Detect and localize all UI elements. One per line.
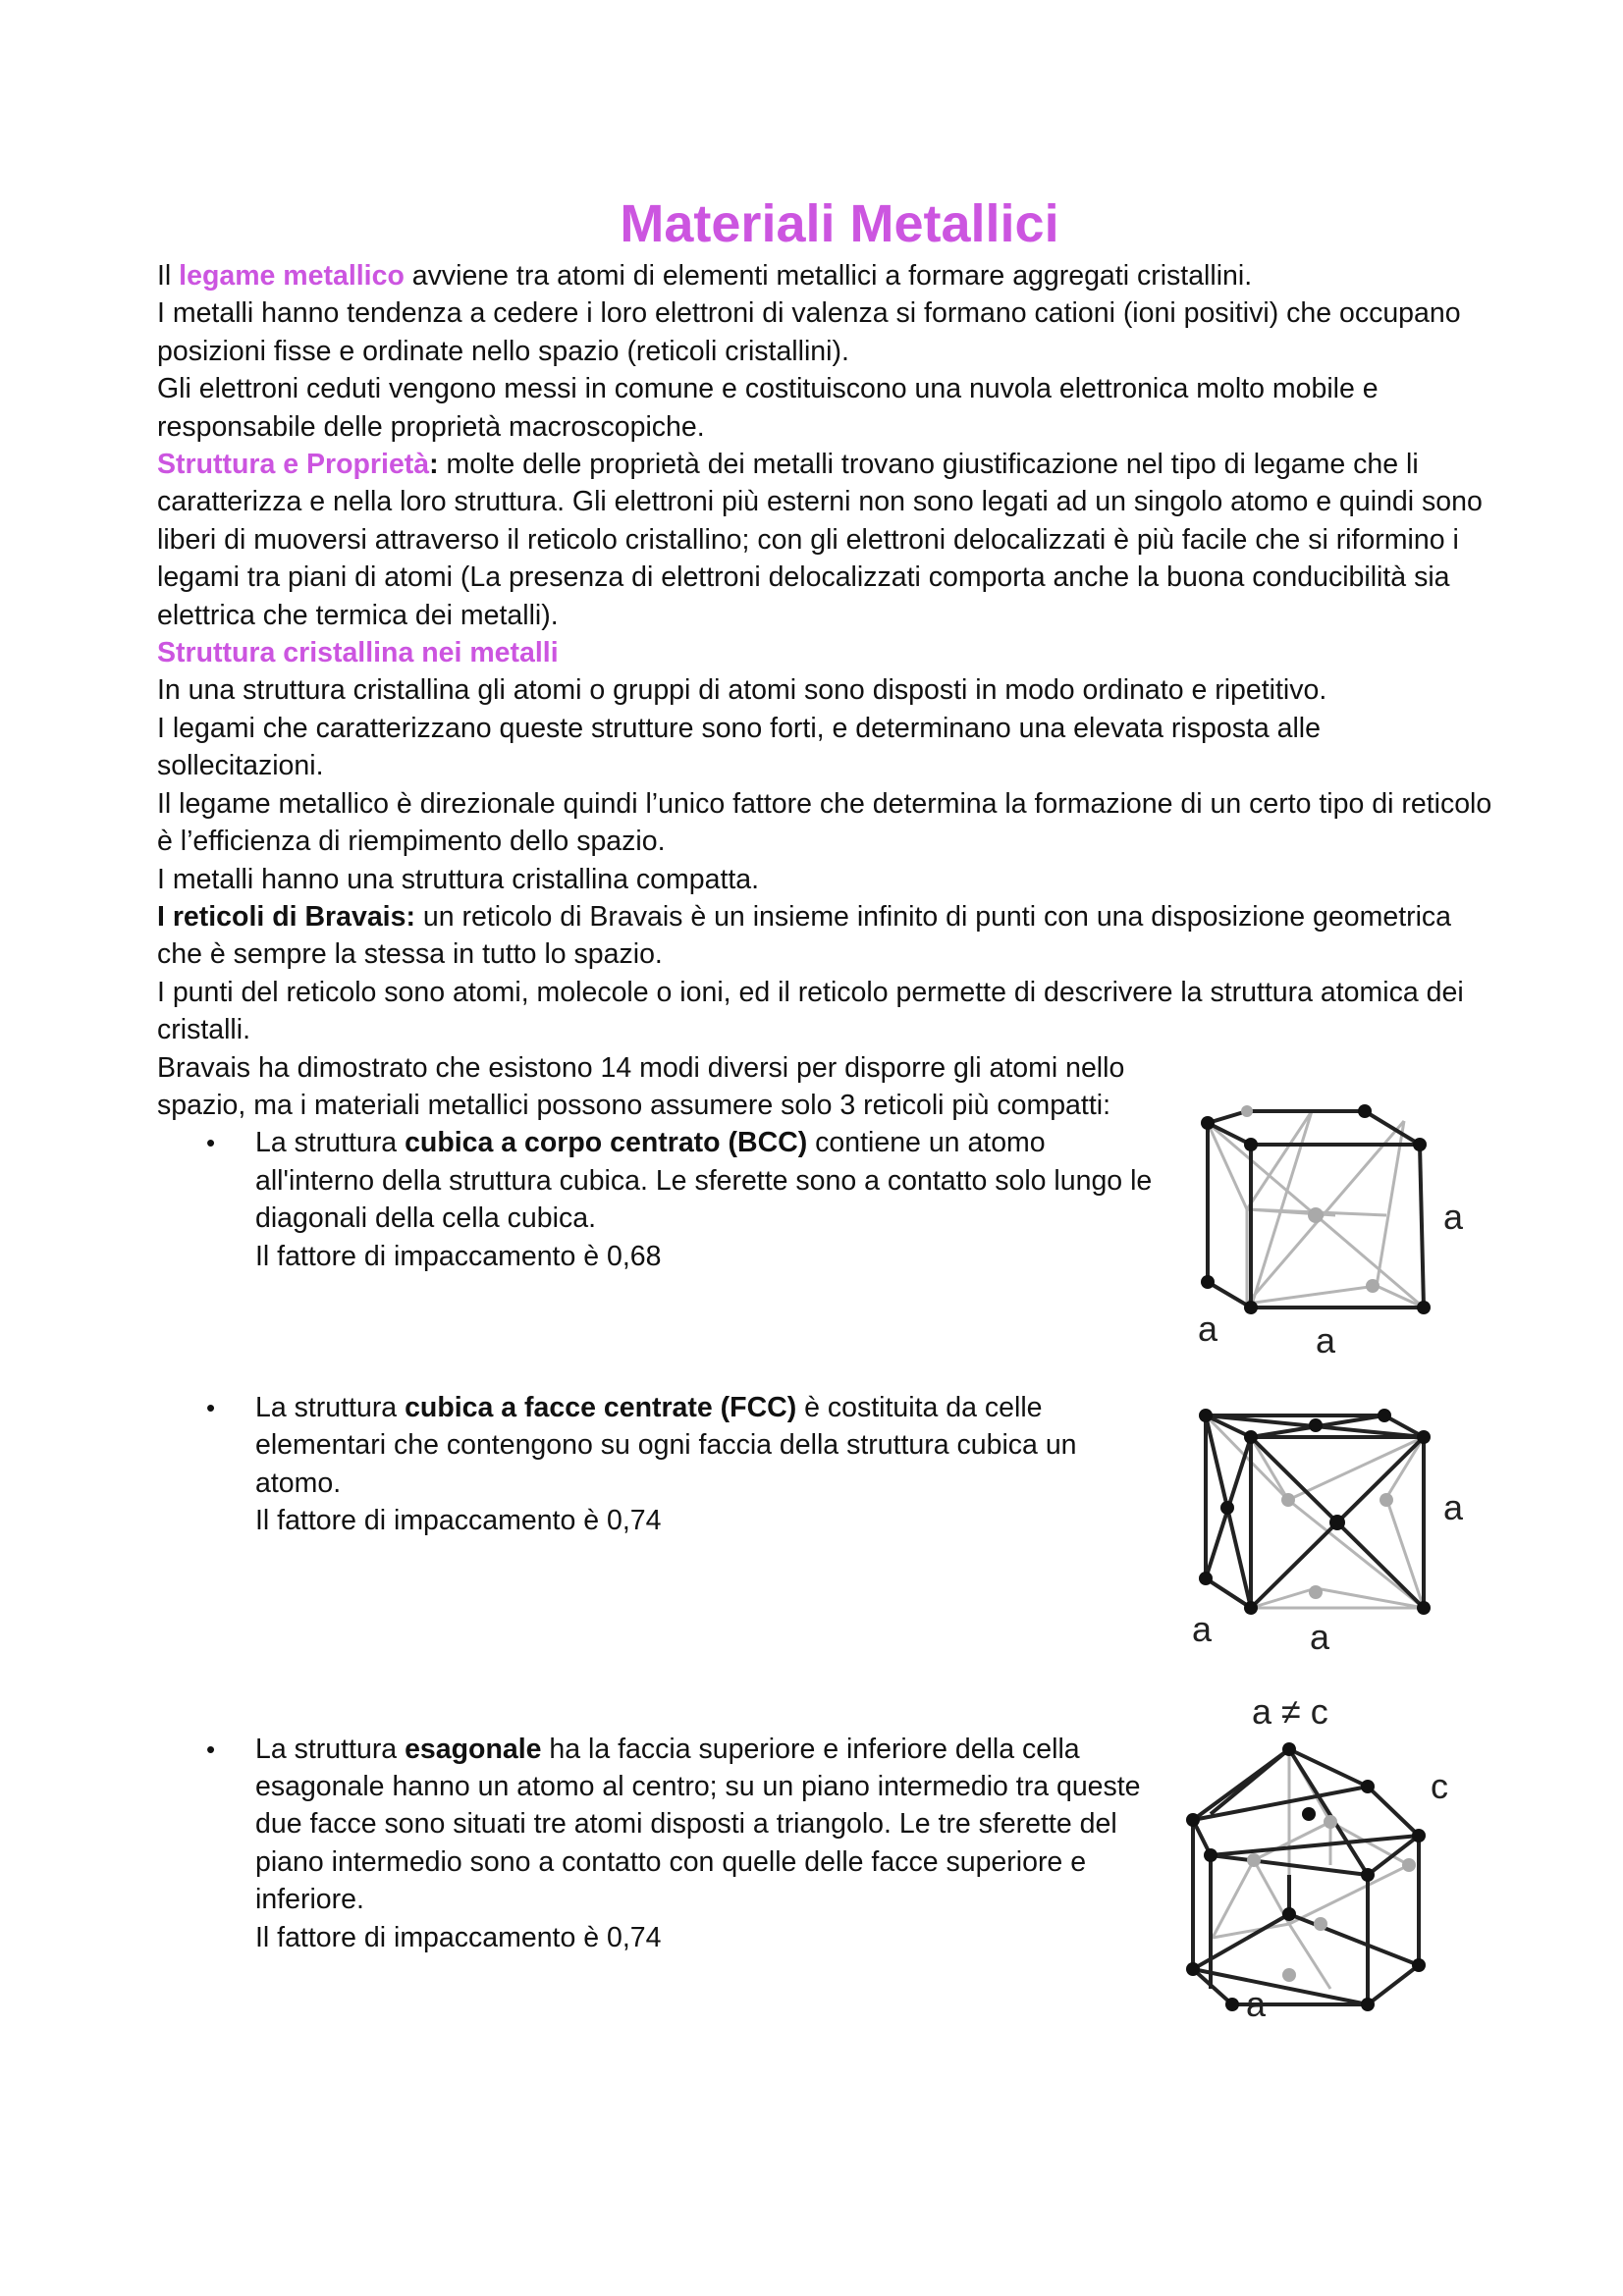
list-item-fcc [157,1389,1159,1540]
bcc-label-side: a [1443,1197,1464,1237]
fcc-cell-figure [1178,1392,1473,1657]
text-run: Il [157,260,180,292]
packing-factor-bcc: Il fattore di impaccamento è 0,68 [255,1240,662,1272]
heading-reticoli-bravais: I reticoli di Bravais: [157,900,415,933]
heading-struttura-cristallina: Struttura cristallina nei metalli [157,637,559,669]
text-run: è costituita da celle elementari che contengono su ogni faccia della struttura cubica un atomo. [255,1391,1077,1499]
packing-factor-fcc: Il fattore di impaccamento è 0,74 [255,1505,662,1537]
paragraph-ordinato: In una struttura cristallina gli atomi o gruppi di atomi sono disposti in modo ordinato e ripetitivo. [157,674,1327,707]
page-title: Materiali Metallici [620,194,1059,253]
hcp-label-side: c [1431,1766,1448,1806]
term-hcp: esagonale [405,1733,542,1765]
text-run: avviene tra atomi di elementi metallici a formare aggregati cristallini. [404,260,1253,292]
text-run: ha la faccia superiore e inferiore della cella esagonale hanno un atomo al centro; su un piano intermedio tra queste due facce sono situati tre atomi disposti a triangolo. Le tre sferette del piano intermedio sono a contatto con quelle delle facce superiore e inferiore. [255,1733,1141,1916]
paragraph-direzionale: Il legame metallico è direzionale quindi l’unico fattore che determina la formazione di un certo tipo di reticolo è l’efficienza di riempimento dello spazio. [157,787,1492,858]
fcc-label-bottom: a [1310,1617,1330,1657]
paragraph-compatta: I metalli hanno una struttura cristallina compatta. [157,863,760,895]
bcc-label-left: a [1198,1308,1218,1349]
bcc-label-bottom: a [1316,1320,1336,1361]
bullet: • [206,1734,216,1764]
text-run: un reticolo di Bravais è un insieme infinito di punti con una disposizione geometrica che è sempre la stessa in tutto lo spazio. [157,900,1452,971]
bullet: • [206,1392,216,1422]
paragraph-cationi: I metalli hanno tendenza a cedere i loro elettroni di valenza si formano cationi (ioni positivi) che occupano posizioni fisse e ordinate nello spazio (reticoli cristallini). [157,297,1461,367]
paragraph-struttura-proprieta [157,446,1492,634]
paragraph-nuvola-elettronica: Gli elettroni ceduti vengono messi in comune e costituiscono una nuvola elettronica molto mobile e responsabile delle proprietà macroscopiche. [157,373,1379,443]
paragraph-punti-reticolo: I punti del reticolo sono atomi, molecole o ioni, ed il reticolo permette di descrivere la struttura atomica dei cristalli. [157,976,1464,1046]
paragraph-legame [157,257,1492,294]
bullet: • [206,1128,216,1158]
fcc-label-side: a [1443,1487,1464,1527]
text-run: La struttura [255,1391,406,1423]
text-run: molte delle proprietà dei metalli trovano giustificazione nel tipo di legame che li caratterizza e nella loro struttura. Gli elettroni più esterni non sono legati ad un singolo atomo e quindi sono liberi di muoversi attraverso il reticolo cristallino; con gli elettroni delocalizzati è più facile che si riformino i legami tra piani di atomi (La presenza di elettroni delocalizzati comporta anche la buona conducibilità sia elettrica che termica dei metalli). [157,449,1483,631]
text-run: La struttura [255,1127,406,1159]
packing-factor-hcp: Il fattore di impaccamento è 0,74 [255,1921,662,1953]
term-fcc: cubica a facce centrate (FCC) [405,1391,797,1423]
list-item-hcp [157,1731,1159,1956]
list-item-bcc [157,1124,1159,1275]
heading-struttura-proprieta: Struttura e Proprietà [157,449,430,481]
text-run: contiene un atomo all'interno della struttura cubica. Le sferette sono a contatto solo lungo le diagonali della cella cubica. [255,1127,1153,1235]
hcp-label-top: a ≠ c [1252,1691,1328,1732]
paragraph-14-modi: Bravais ha dimostrato che esistono 14 modi diversi per disporre gli atomi nello spazio, ma i materiali metallici possono assumere solo 3 reticoli più compatti: [157,1051,1125,1121]
highlight-legame-metallico: legame metallico [179,260,405,292]
bcc-cell-figure [1178,1099,1473,1361]
paragraph-legami-forti: I legami che caratterizzano queste strutture sono forti, e determinano una elevata risposta alle sollecitazioni. [157,712,1321,782]
paragraph-bravais [157,898,1492,974]
hcp-cell-figure [1173,1688,1488,2022]
heading-colon: : [429,449,439,481]
text-run: La struttura [255,1733,406,1765]
hcp-label-bottom: a [1246,1984,1267,2024]
fcc-label-left: a [1192,1609,1213,1649]
term-bcc: cubica a corpo centrato (BCC) [405,1127,808,1159]
